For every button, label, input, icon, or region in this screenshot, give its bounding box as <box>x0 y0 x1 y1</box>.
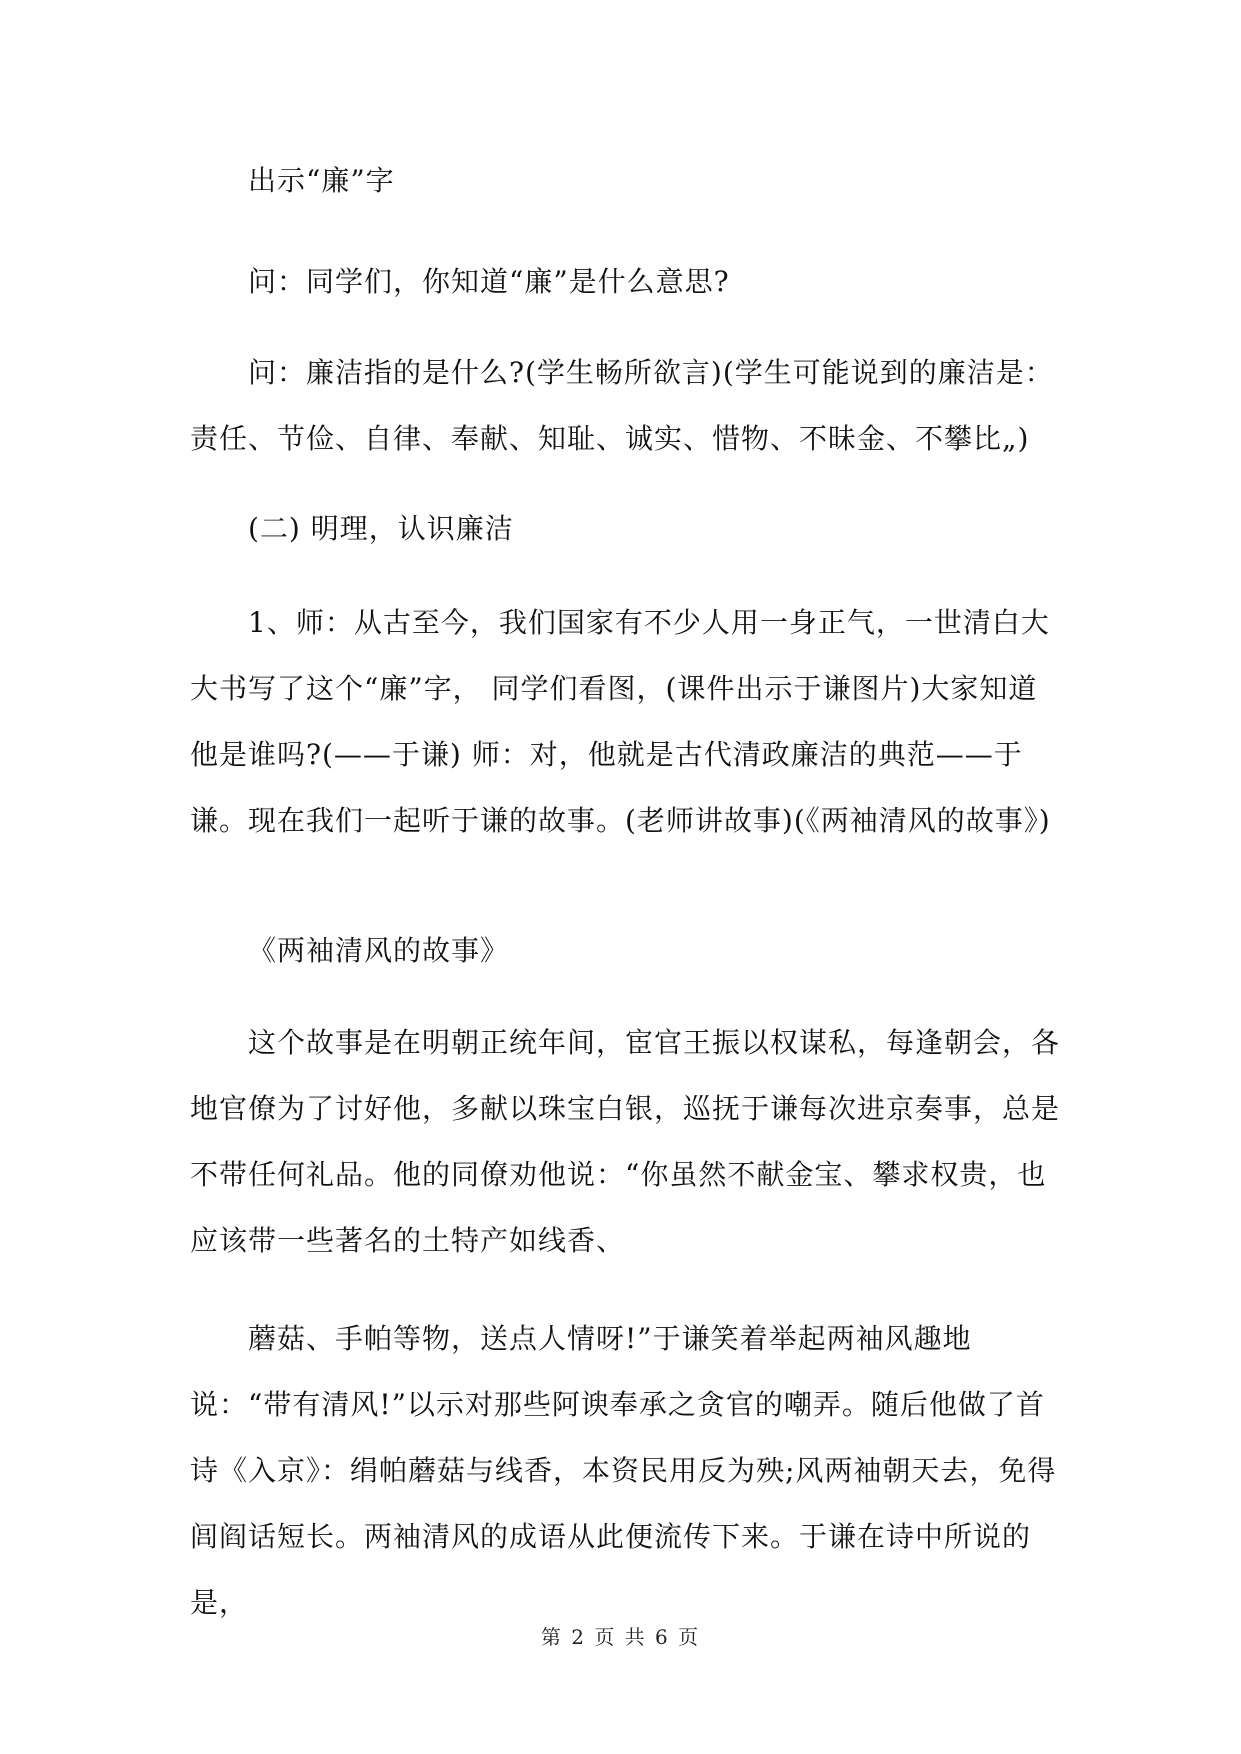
paragraph-show-lian: 出示“廉”字 <box>248 164 395 197</box>
paragraph-question-meaning: 问：同学们，你知道“廉”是什么意思? <box>248 265 730 298</box>
page-number-footer: 第 2 页 共 6 页 <box>540 1625 701 1649</box>
paragraph-question-integrity: 问：廉洁指的是什么?(学生畅所欲言)(学生可能说到的廉洁是：责任、节俭、自律、奉献、知耻、诚实、惜物、不昧金、不攀比„) <box>190 356 1054 455</box>
section-heading: (二) 明理，认识廉洁 <box>248 512 514 545</box>
story-title: 《两袖清风的故事》 <box>248 934 510 967</box>
paragraph-story-part2: 蘑菇、手帕等物，送点人情呀!”于谦笑着举起两袖风趣地说：“带有清风!”以示对那些阿谀奉承之贪官的嘲弄。随后他做了首诗《入京》：绢帕蘑菇与线香，本资民用反为殃;风两袖朝天去，免得闾阎话短长。两袖清风的成语从此便流传下来。于谦在诗中所说的是， <box>190 1322 1057 1619</box>
paragraph-teacher-intro: 1、师：从古至今，我们国家有不少人用一身正气，一世清白大大书写了这个“廉”字， 同学们看图，(课件出示于谦图片)大家知道他是谁吗?(——于谦) 师：对，他就是古代清政廉洁的典范——于谦。现在我们一起听于谦的故事。(老师讲故事)(《两袖清风的故事》) <box>190 606 1051 837</box>
paragraph-story-part1: 这个故事是在明朝正统年间，宦官王振以权谋私，每逢朝会，各地官僚为了讨好他，多献以珠宝白银，巡抚于谦每次进京奏事，总是不带任何礼品。他的同僚劝他说：“你虽然不献金宝、攀求权贵，也应该带一些著名的土特产如线香、 <box>190 1026 1061 1257</box>
